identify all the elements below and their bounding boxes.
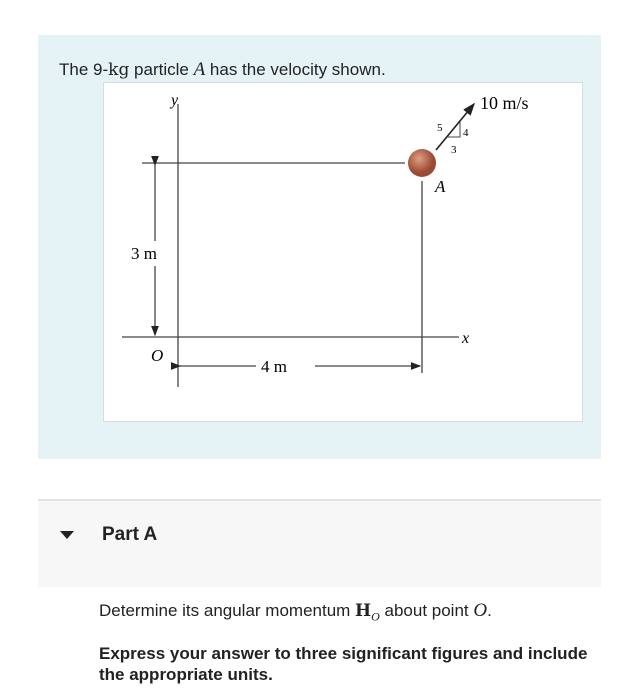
collapse-triangle-icon[interactable] bbox=[60, 531, 74, 539]
svg-text:y: y bbox=[171, 92, 179, 109]
svg-text:3: 3 bbox=[451, 144, 457, 156]
diagram bbox=[104, 83, 582, 421]
svg-text:4: 4 bbox=[463, 127, 469, 139]
problem-statement: The 9-kg particle A has the velocity shown. bbox=[59, 59, 386, 80]
part-a-title[interactable]: Part A bbox=[102, 524, 158, 545]
particle-a bbox=[408, 149, 436, 177]
svg-text:3 m: 3 m bbox=[131, 244, 157, 263]
svg-text:4 m: 4 m bbox=[261, 357, 287, 376]
instruction-text: Express your answer to three significant figures and include the appropriate units. bbox=[99, 644, 588, 684]
svg-text:A: A bbox=[435, 177, 446, 196]
svg-text:x: x bbox=[462, 330, 470, 347]
figure bbox=[103, 82, 583, 422]
svg-text:10 m/s: 10 m/s bbox=[480, 93, 529, 113]
svg-text:5: 5 bbox=[437, 122, 443, 134]
question-text: Determine its angular momentum $H_O$ about point O. bbox=[99, 600, 492, 624]
svg-text:O: O bbox=[151, 346, 164, 365]
